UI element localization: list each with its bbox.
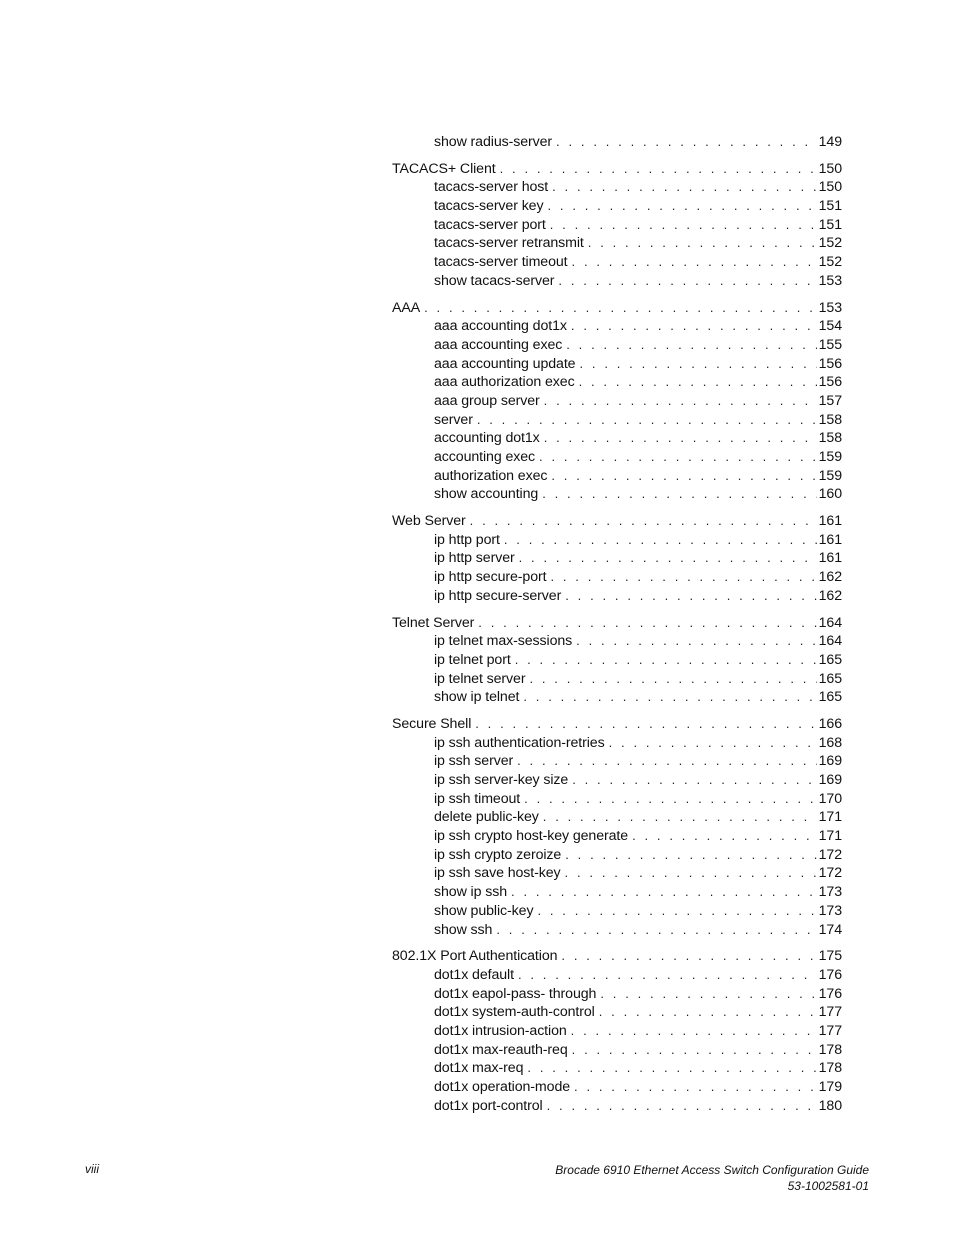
toc-entry-page: 159 — [818, 467, 842, 484]
toc-entry[interactable] — [392, 588, 842, 607]
toc-entry-page: 150 — [818, 160, 842, 177]
dot-leader — [547, 1098, 817, 1113]
dot-leader — [527, 1060, 816, 1075]
toc-entry[interactable] — [392, 217, 842, 236]
toc-entry-page: 170 — [818, 790, 842, 807]
toc-entry-title: ip telnet max-sessions — [434, 633, 573, 650]
toc-entry[interactable] — [392, 532, 842, 551]
toc-entry[interactable] — [392, 986, 842, 1005]
toc-entry-page: 156 — [818, 374, 842, 391]
table-of-contents — [392, 134, 842, 1124]
toc-entry-page: 149 — [818, 134, 842, 150]
dot-leader — [572, 254, 817, 269]
toc-entry[interactable] — [392, 412, 842, 431]
dot-leader — [542, 486, 816, 501]
dot-leader — [572, 772, 816, 787]
toc-entry[interactable] — [392, 847, 842, 866]
footer-doc-number: 53-1002581-01 — [787, 1179, 869, 1193]
toc-entry-title: dot1x system-auth-control — [434, 1004, 595, 1021]
toc-entry[interactable] — [392, 449, 842, 468]
toc-entry-title: dot1x max-reauth-req — [434, 1041, 568, 1058]
toc-entry[interactable] — [392, 652, 842, 671]
toc-entry-page: 153 — [818, 299, 842, 316]
toc-entry[interactable] — [392, 550, 842, 569]
toc-entry-page: 174 — [818, 921, 842, 938]
toc-entry[interactable] — [392, 884, 842, 903]
toc-entry-page: 151 — [818, 198, 842, 215]
toc-section — [392, 716, 842, 940]
toc-entry[interactable] — [392, 1023, 842, 1042]
dot-leader — [544, 393, 817, 408]
toc-entry-page: 176 — [818, 966, 842, 983]
toc-entry[interactable] — [392, 337, 842, 356]
toc-entry[interactable] — [392, 179, 842, 198]
dot-leader — [579, 356, 816, 371]
toc-entry-page: 161 — [818, 550, 842, 567]
toc-entry-title: ip http port — [434, 531, 500, 548]
toc-entry-page: 159 — [818, 449, 842, 465]
toc-entry-page: 172 — [818, 846, 842, 863]
toc-entry-title: aaa accounting exec — [434, 336, 563, 353]
toc-entry-title: accounting dot1x — [434, 430, 540, 447]
toc-entry-page: 180 — [818, 1097, 842, 1114]
toc-entry-title: ip telnet port — [434, 651, 511, 668]
dot-leader — [609, 735, 817, 750]
toc-entry-title: ip telnet server — [434, 670, 526, 687]
dot-leader — [565, 588, 816, 603]
toc-entry[interactable] — [392, 1079, 842, 1098]
toc-entry-title: AAA — [392, 299, 421, 316]
toc-entry[interactable] — [392, 967, 842, 986]
toc-entry-page: 166 — [818, 715, 842, 732]
toc-entry-page: 169 — [818, 772, 842, 788]
toc-entry-title: dot1x intrusion-action — [434, 1022, 567, 1039]
toc-entry-page: 152 — [818, 254, 842, 271]
toc-entry-page: 154 — [818, 318, 842, 335]
toc-entry[interactable] — [392, 374, 842, 393]
toc-entry-title: show radius-server — [434, 134, 553, 150]
toc-entry-title: accounting exec — [434, 449, 536, 465]
dot-leader — [537, 903, 816, 918]
toc-entry[interactable] — [392, 468, 842, 487]
dot-leader — [511, 884, 817, 899]
dot-leader — [571, 1023, 817, 1038]
dot-leader — [544, 430, 817, 445]
toc-entry-title: Telnet Server — [392, 614, 475, 631]
dot-leader — [551, 468, 816, 483]
dot-leader — [576, 633, 816, 648]
toc-entry-title: TACACS+ Client — [392, 160, 496, 177]
toc-entry-page: 165 — [818, 651, 842, 668]
toc-entry[interactable] — [392, 235, 842, 254]
toc-entry-title: Secure Shell — [392, 715, 472, 732]
dot-leader — [515, 652, 817, 667]
toc-entry[interactable] — [392, 486, 842, 505]
toc-entry-page: 150 — [818, 179, 842, 196]
toc-entry-title: server — [434, 411, 473, 428]
toc-entry-title: ip ssh crypto host-key generate — [434, 828, 629, 845]
toc-entry-page: 178 — [818, 1060, 842, 1077]
dot-leader — [632, 828, 817, 843]
dot-leader — [579, 374, 817, 389]
toc-section-heading[interactable] — [392, 615, 842, 634]
footer-doc-info — [555, 1162, 869, 1194]
toc-entry-title: 802.1X Port Authentication — [392, 948, 558, 965]
toc-entry-page: 153 — [818, 272, 842, 289]
dot-leader — [547, 198, 816, 213]
dot-leader — [543, 809, 817, 824]
dot-leader — [475, 716, 816, 731]
dot-leader — [539, 449, 817, 464]
toc-entry[interactable] — [392, 1060, 842, 1079]
dot-leader — [566, 337, 816, 352]
toc-section — [392, 134, 842, 153]
footer-guide-title: Brocade 6910 Ethernet Access Switch Configuration Guide — [555, 1163, 869, 1177]
dot-leader — [517, 753, 817, 768]
toc-entry-title: show tacacs-server — [434, 272, 555, 289]
toc-entry-page: 171 — [818, 809, 842, 826]
toc-entry[interactable] — [392, 393, 842, 412]
dot-leader — [518, 967, 817, 982]
toc-entry-title: tacacs-server port — [434, 216, 546, 233]
toc-section — [392, 161, 842, 292]
dot-leader — [519, 550, 817, 565]
toc-entry[interactable] — [392, 1042, 842, 1061]
dot-leader — [599, 1004, 817, 1019]
toc-section-heading[interactable] — [392, 300, 842, 319]
toc-entry-page: 169 — [818, 753, 842, 770]
toc-entry[interactable] — [392, 865, 842, 884]
toc-entry-title: ip ssh timeout — [434, 790, 521, 807]
toc-entry-title: ip ssh crypto zeroize — [434, 846, 562, 863]
toc-entry-title: ip ssh save host-key — [434, 865, 561, 882]
toc-entry-page: 172 — [818, 865, 842, 882]
dot-leader — [565, 847, 816, 862]
dot-leader — [470, 513, 817, 528]
toc-entry-page: 165 — [818, 689, 842, 706]
toc-entry-title: aaa accounting dot1x — [434, 318, 567, 335]
dot-leader — [477, 412, 817, 427]
toc-section-heading[interactable] — [392, 161, 842, 180]
toc-entry[interactable] — [392, 828, 842, 847]
toc-entry-title: show accounting — [434, 486, 539, 503]
toc-entry[interactable] — [392, 671, 842, 690]
toc-entry-page: 173 — [818, 902, 842, 919]
toc-entry-page: 173 — [818, 884, 842, 901]
dot-leader — [558, 273, 816, 288]
toc-entry-page: 171 — [818, 828, 842, 845]
toc-entry[interactable] — [392, 569, 842, 588]
toc-entry[interactable] — [392, 903, 842, 922]
toc-entry-title: Web Server — [392, 513, 466, 530]
toc-entry[interactable] — [392, 735, 842, 754]
dot-leader — [600, 986, 816, 1001]
toc-entry-page: 164 — [818, 633, 842, 650]
toc-entry[interactable] — [392, 1098, 842, 1117]
toc-entry-title: show ssh — [434, 921, 493, 938]
toc-entry-title: show ip ssh — [434, 884, 508, 901]
dot-leader — [572, 1042, 817, 1057]
toc-entry-page: 156 — [818, 355, 842, 372]
toc-entry-page: 158 — [818, 411, 842, 428]
toc-entry-page: 161 — [818, 513, 842, 530]
toc-entry-title: show ip telnet — [434, 689, 520, 706]
toc-entry[interactable] — [392, 791, 842, 810]
toc-entry-page: 168 — [818, 734, 842, 751]
toc-entry-page: 178 — [818, 1041, 842, 1058]
dot-leader — [550, 569, 816, 584]
toc-entry-title: dot1x max-req — [434, 1060, 524, 1077]
toc-entry-page: 164 — [818, 614, 842, 631]
toc-entry-page: 161 — [818, 531, 842, 548]
toc-entry-title: show public-key — [434, 902, 534, 919]
toc-entry[interactable] — [392, 809, 842, 828]
dot-leader — [523, 689, 816, 704]
toc-entry-page: 162 — [818, 587, 842, 604]
toc-entry[interactable] — [392, 922, 842, 941]
toc-entry-page: 175 — [818, 948, 842, 965]
toc-entry-title: tacacs-server retransmit — [434, 235, 584, 252]
dot-leader — [574, 1079, 817, 1094]
toc-entry-page: 165 — [818, 670, 842, 687]
toc-entry-page: 179 — [818, 1079, 842, 1095]
toc-section-heading[interactable] — [392, 716, 842, 735]
toc-entry-title: aaa group server — [434, 392, 540, 409]
dot-leader — [565, 865, 817, 880]
toc-entry-page: 158 — [818, 430, 842, 447]
toc-entry[interactable] — [392, 430, 842, 449]
toc-entry[interactable] — [392, 134, 842, 153]
toc-section — [392, 615, 842, 708]
toc-entry-page: 176 — [818, 985, 842, 1002]
toc-section — [392, 300, 842, 506]
toc-entry-title: dot1x default — [434, 966, 514, 983]
toc-entry-title: ip http secure-port — [434, 569, 547, 586]
toc-entry[interactable] — [392, 772, 842, 791]
toc-entry-page: 157 — [818, 392, 842, 409]
toc-entry-title: ip ssh server — [434, 753, 514, 770]
toc-entry-page: 152 — [818, 235, 842, 252]
dot-leader — [561, 948, 816, 963]
dot-leader — [504, 532, 817, 547]
toc-section-heading[interactable] — [392, 513, 842, 532]
toc-entry[interactable] — [392, 254, 842, 273]
toc-entry-title: ip ssh authentication-retries — [434, 734, 605, 751]
dot-leader — [478, 615, 816, 630]
toc-entry-page: 177 — [818, 1022, 842, 1039]
toc-entry-title: tacacs-server timeout — [434, 254, 568, 271]
toc-entry[interactable] — [392, 273, 842, 292]
toc-entry[interactable] — [392, 198, 842, 217]
dot-leader — [500, 161, 817, 176]
toc-entry[interactable] — [392, 633, 842, 652]
toc-entry-title: dot1x eapol-pass- through — [434, 985, 597, 1002]
toc-entry-title: dot1x port-control — [434, 1097, 543, 1114]
dot-leader — [552, 179, 817, 194]
toc-entry-page: 177 — [818, 1004, 842, 1021]
toc-entry-page: 151 — [818, 216, 842, 233]
dot-leader — [588, 235, 817, 250]
toc-entry-title: ip http secure-server — [434, 587, 562, 604]
toc-entry-page: 160 — [818, 486, 842, 503]
toc-entry-title: delete public-key — [434, 809, 539, 826]
toc-section-heading[interactable] — [392, 948, 842, 967]
toc-entry[interactable] — [392, 689, 842, 708]
footer-page-number: viii — [85, 1162, 99, 1176]
toc-entry-title: aaa accounting update — [434, 355, 576, 372]
dot-leader — [571, 318, 817, 333]
toc-entry-title: ip http server — [434, 550, 515, 567]
toc-entry-title: tacacs-server host — [434, 179, 549, 196]
toc-section — [392, 513, 842, 606]
toc-entry[interactable] — [392, 356, 842, 375]
toc-entry[interactable] — [392, 318, 842, 337]
toc-entry-title: tacacs-server key — [434, 198, 544, 215]
toc-section — [392, 948, 842, 1116]
toc-entry-title: aaa authorization exec — [434, 374, 575, 391]
dot-leader — [529, 671, 816, 686]
dot-leader — [524, 791, 816, 806]
dot-leader — [556, 134, 817, 149]
toc-entry[interactable] — [392, 1004, 842, 1023]
dot-leader — [424, 300, 817, 315]
toc-entry-page: 155 — [818, 336, 842, 353]
toc-entry-title: dot1x operation-mode — [434, 1079, 571, 1095]
toc-entry[interactable] — [392, 753, 842, 772]
dot-leader — [496, 922, 816, 937]
toc-entry-page: 162 — [818, 569, 842, 586]
toc-entry-title: ip ssh server-key size — [434, 772, 569, 788]
dot-leader — [550, 217, 817, 232]
toc-entry-title: authorization exec — [434, 467, 548, 484]
